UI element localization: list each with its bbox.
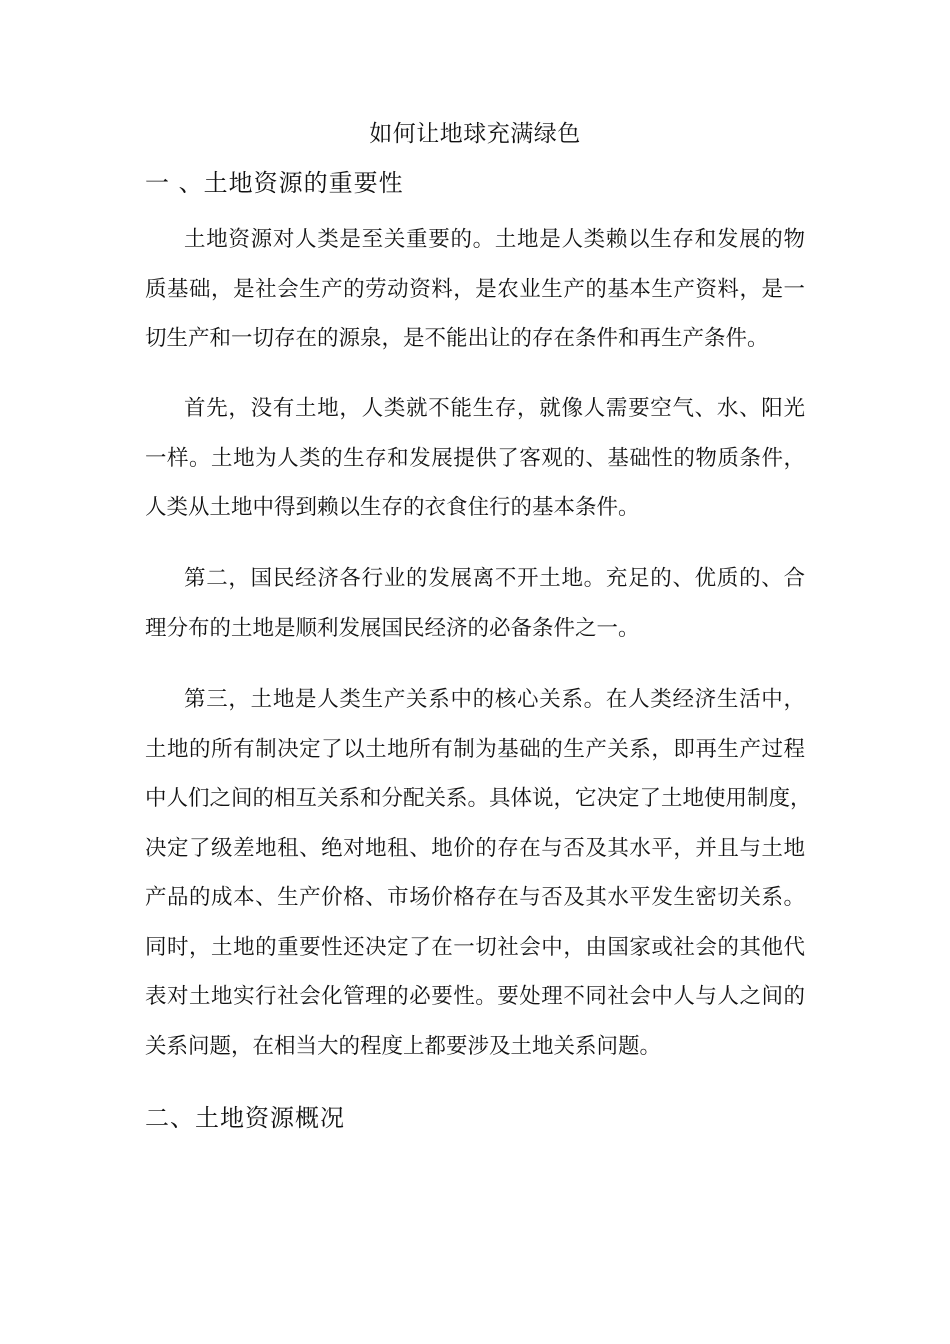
paragraph-4: [145, 675, 812, 1071]
paragraph-line: 同时，土地的重要性还决定了在一切社会中，由国家或社会的其他代: [145, 934, 805, 960]
paragraph-line: 第三，土地是人类生产关系中的核心关系。在人类经济生活中，: [184, 687, 805, 712]
paragraph-line: 表对土地实行社会化管理的必要性。要处理不同社会中人与人之间的: [145, 984, 805, 1009]
paragraph-line: 人类从土地中得到赖以生存的衣食住行的基本条件。: [145, 495, 640, 520]
paragraph-line: 首先，没有土地，人类就不能生存，就像人需要空气、水、阳光: [184, 396, 805, 421]
paragraph-line: 切生产和一切存在的源泉，是不能出让的存在条件和再生产条件。: [145, 326, 769, 351]
section-heading-2: 二、土地资源概况: [145, 1104, 345, 1132]
paragraph-3: [145, 554, 805, 653]
paragraph-line: 关系问题，在相当大的程度上都要涉及土地关系问题。: [145, 1033, 662, 1059]
paragraph-line: 理分布的土地是顺利发展国民经济的必备条件之一。: [145, 615, 640, 641]
paragraph-line: 产品的成本、生产价格、市场价格存在与否及其水平发生密切关系。: [145, 885, 805, 910]
paragraph-line: 土地的所有制决定了以土地所有制为基础的生产关系，即再生产过程: [145, 736, 805, 762]
paragraph-2: [145, 384, 805, 533]
section-heading-1: 一 、土地资源的重要性: [145, 169, 404, 197]
paragraph-line: 中人们之间的相互关系和分配关系。具体说，它决定了土地使用制度，: [145, 786, 812, 811]
paragraph-line: 第二，国民经济各行业的发展离不开土地。充足的、优质的、合: [184, 566, 805, 591]
paragraph-line: 土地资源对人类是至关重要的。土地是人类赖以生存和发展的物: [184, 227, 805, 252]
document-title: 如何让地球充满绿色: [369, 121, 581, 147]
paragraph-line: 一样。土地为人类的生存和发展提供了客观的、基础性的物质条件，: [145, 445, 805, 471]
paragraph-line: 质基础，是社会生产的劳动资料，是农业生产的基本生产资料，是一: [145, 276, 805, 302]
paragraph-line: 决定了级差地租、绝对地租、地价的存在与否及其水平，并且与土地: [145, 835, 805, 861]
paragraph-1: [145, 215, 805, 364]
